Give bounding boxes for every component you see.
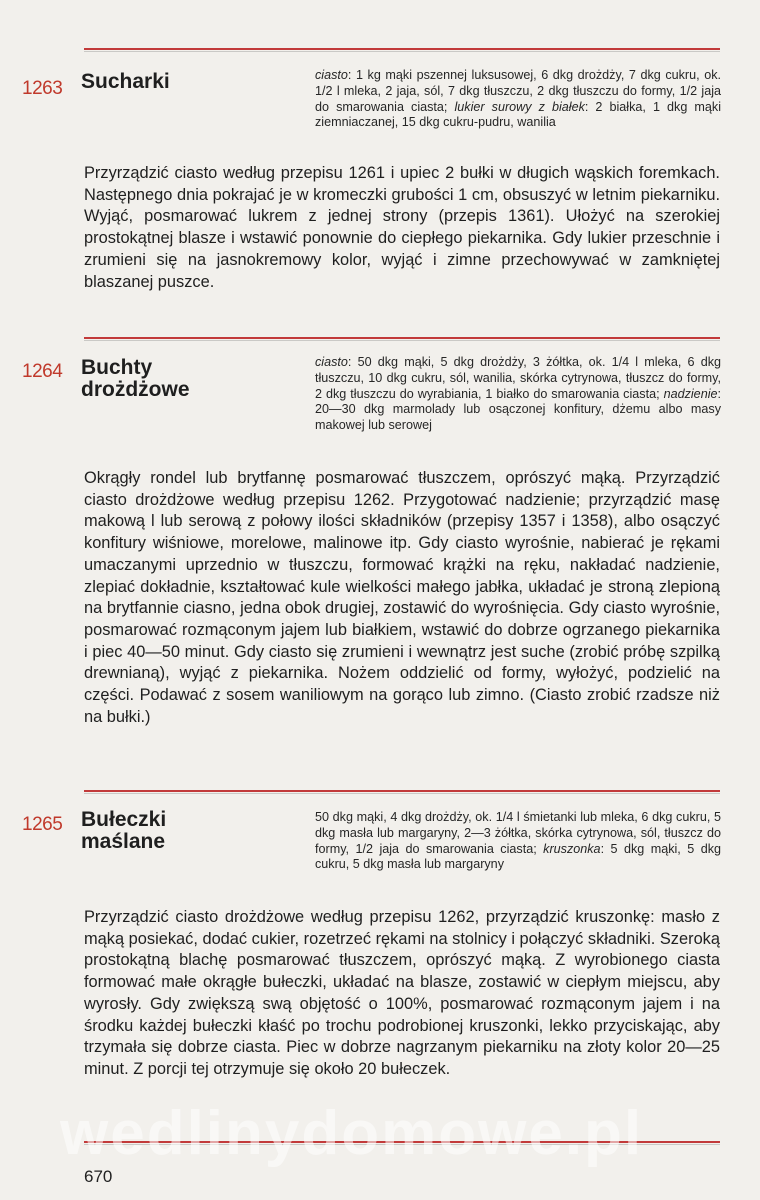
recipe-title-line: drożdżowe bbox=[81, 378, 190, 401]
recipe-title-line: Bułeczki bbox=[81, 808, 167, 831]
instructions-text: Przyrządzić ciasto drożdżowe według przepisu 1262, przyrządzić kruszonkę: masło z mąką posiekać, dodać cukier, rozetrzeć rękami na stolnicy i połączyć składniki. Szeroką prostokątną blachę posmarować tłuszczem, oprószyć mąką. Z wyrobionego ciasta formować małe okrągłe bułeczki, układać na blasze, zostawić w ciepłym miejscu, aby wyrosły. Gdy zwiększą swą objętość o 100%, posmarować rozmąconym jajem i na środku każdej bułeczki kłaść po trochu podrobionej kruszonki, lekko przyciskając, aby trzymała się dobrze ciasta. Piec w dobrze nagrzanym piekarniku na złoty kolor 20—25 minut. Z porcji tej otrzymuje się około 20 bułeczek. bbox=[84, 908, 720, 1078]
instructions-text: Przyrządzić ciasto według przepisu 1261 i upiec 2 bułki w długich wąskich foremkach. Następnego dnia pokrajać je w kromeczki grubości 1 cm, obsuszyć w letnim piekarniku. Wyjąć, posmarować lukrem z jednej strony (przepis 1361). Ułożyć na szerokiej prostokątnej blasze i wstawić ponownie do ciepłego piekarnika. Gdy lukier przeschnie i zrumieni się na jasnokremowy kolor, wyjąć i zimne przechowywać w zamkniętej blaszanej puszce. bbox=[84, 164, 720, 291]
ingredients-list bbox=[315, 68, 721, 131]
recipe-number: 1265 bbox=[22, 814, 63, 835]
watermark: wedlinydomowe.pl bbox=[60, 1099, 644, 1168]
ingredient-label: lukier surowy z białek bbox=[454, 99, 585, 114]
ingredient-label: ciasto bbox=[315, 355, 348, 369]
recipe-instructions bbox=[84, 163, 720, 293]
ingredient-text: : 2 białka, 1 dkg mąki ziemniaczanej, 15 dkg cukru-pudru, wanilia bbox=[315, 99, 721, 130]
ingredient-text: : 1 kg mąki pszennej luksusowej, 6 dkg drożdży, 7 dkg cukru, ok. 1/2 l mleka, 2 jaja, sól, 7 dkg tłuszczu, 2 dkg tłuszczu do formy, 1/2 jaja do smarowania ciasta; bbox=[315, 68, 721, 114]
recipe-title bbox=[81, 71, 170, 93]
ingredient-label: kruszonka bbox=[543, 841, 601, 856]
recipe-number: 1263 bbox=[22, 78, 63, 99]
page-number: 670 bbox=[84, 1167, 113, 1186]
ingredient-text: : 5 dkg mąki, 5 dkg cukru, 5 dkg masła lub margaryny bbox=[315, 841, 722, 872]
recipe-instructions bbox=[84, 468, 720, 728]
separator-rule bbox=[84, 337, 720, 339]
recipe-title-line: Buchty bbox=[81, 356, 153, 379]
ingredients-list bbox=[315, 810, 721, 873]
ingredient-label: nadzienie bbox=[663, 386, 718, 401]
recipe-number: 1264 bbox=[22, 361, 63, 382]
separator-rule bbox=[84, 48, 720, 50]
recipe-title bbox=[81, 809, 166, 853]
ingredient-text: : 50 dkg mąki, 5 dkg drożdży, 3 żółtka, ok. 1/4 l mleka, 6 dkg tłuszczu, 10 dkg cukru, sól, wanilia, skórka cytrynowa, tłuszcz do formy, 2 dkg tłuszczu do wyrabiania, 1 białko do smarowania ciasta; bbox=[315, 355, 721, 401]
ingredient-text: : 20—30 dkg marmolady lub osączonej konfitury, dżemu albo masy makowej lub serowej bbox=[315, 386, 721, 433]
ingredient-label: ciasto bbox=[315, 68, 348, 82]
instructions-text: Okrągły rondel lub brytfannę posmarować tłuszczem, oprószyć mąką. Przyrządzić ciasto drożdżowe według przepisu 1262. Przygotować nadzienie; przyrządzić masę makową l lub serową z połowy ilości składników (przepisy 1357 i 1358), albo osączyć konfitury wiśniowe, morelowe, malinowe itp. Gdy ciasto wyrośnie, nabierać je rękami umaczanymi uprzednio w tłuszczu, formować krążki na ręku, nakładać nadzienie, zlepiać dokładnie, kształtować kule wielkości małego jabłka, układać je stroną zlepioną na brytfannie ciasno, jedna obok drugiej, zostawić do wyrośnięcia. Gdy ciasto wyrośnie, posmarować rozmąconym jajem lub białkiem, wstawić do dobrze ogrzanego piekarnika i piec 40—50 minut. Gdy ciasto się zrumieni i wewnątrz jest suche (zrobić próbę szpilką drewnianą), wyjąć z piekarnika. Nożem oddzielić od formy, wyłożyć, podzielić na części. Podawać z sosem waniliowym na gorąco lub zimno. (Ciasto zrobić rzadsze niż na bułki.) bbox=[84, 469, 720, 726]
recipe-title-line: maślane bbox=[81, 830, 166, 853]
separator-rule bbox=[84, 790, 720, 792]
recipe-title bbox=[81, 357, 190, 401]
ingredient-text: 50 dkg mąki, 4 dkg drożdży, ok. 1/4 l śmietanki lub mleka, 6 dkg cukru, 5 dkg masła lub margaryny, 2—3 żółtka, skórka cytrynowa, sól, tłuszcz do formy, 1/2 jaja do smarowania ciasta; bbox=[315, 810, 721, 856]
recipe-instructions bbox=[84, 907, 720, 1081]
recipe-title-line: Sucharki bbox=[81, 70, 170, 93]
ingredients-list bbox=[315, 355, 721, 434]
